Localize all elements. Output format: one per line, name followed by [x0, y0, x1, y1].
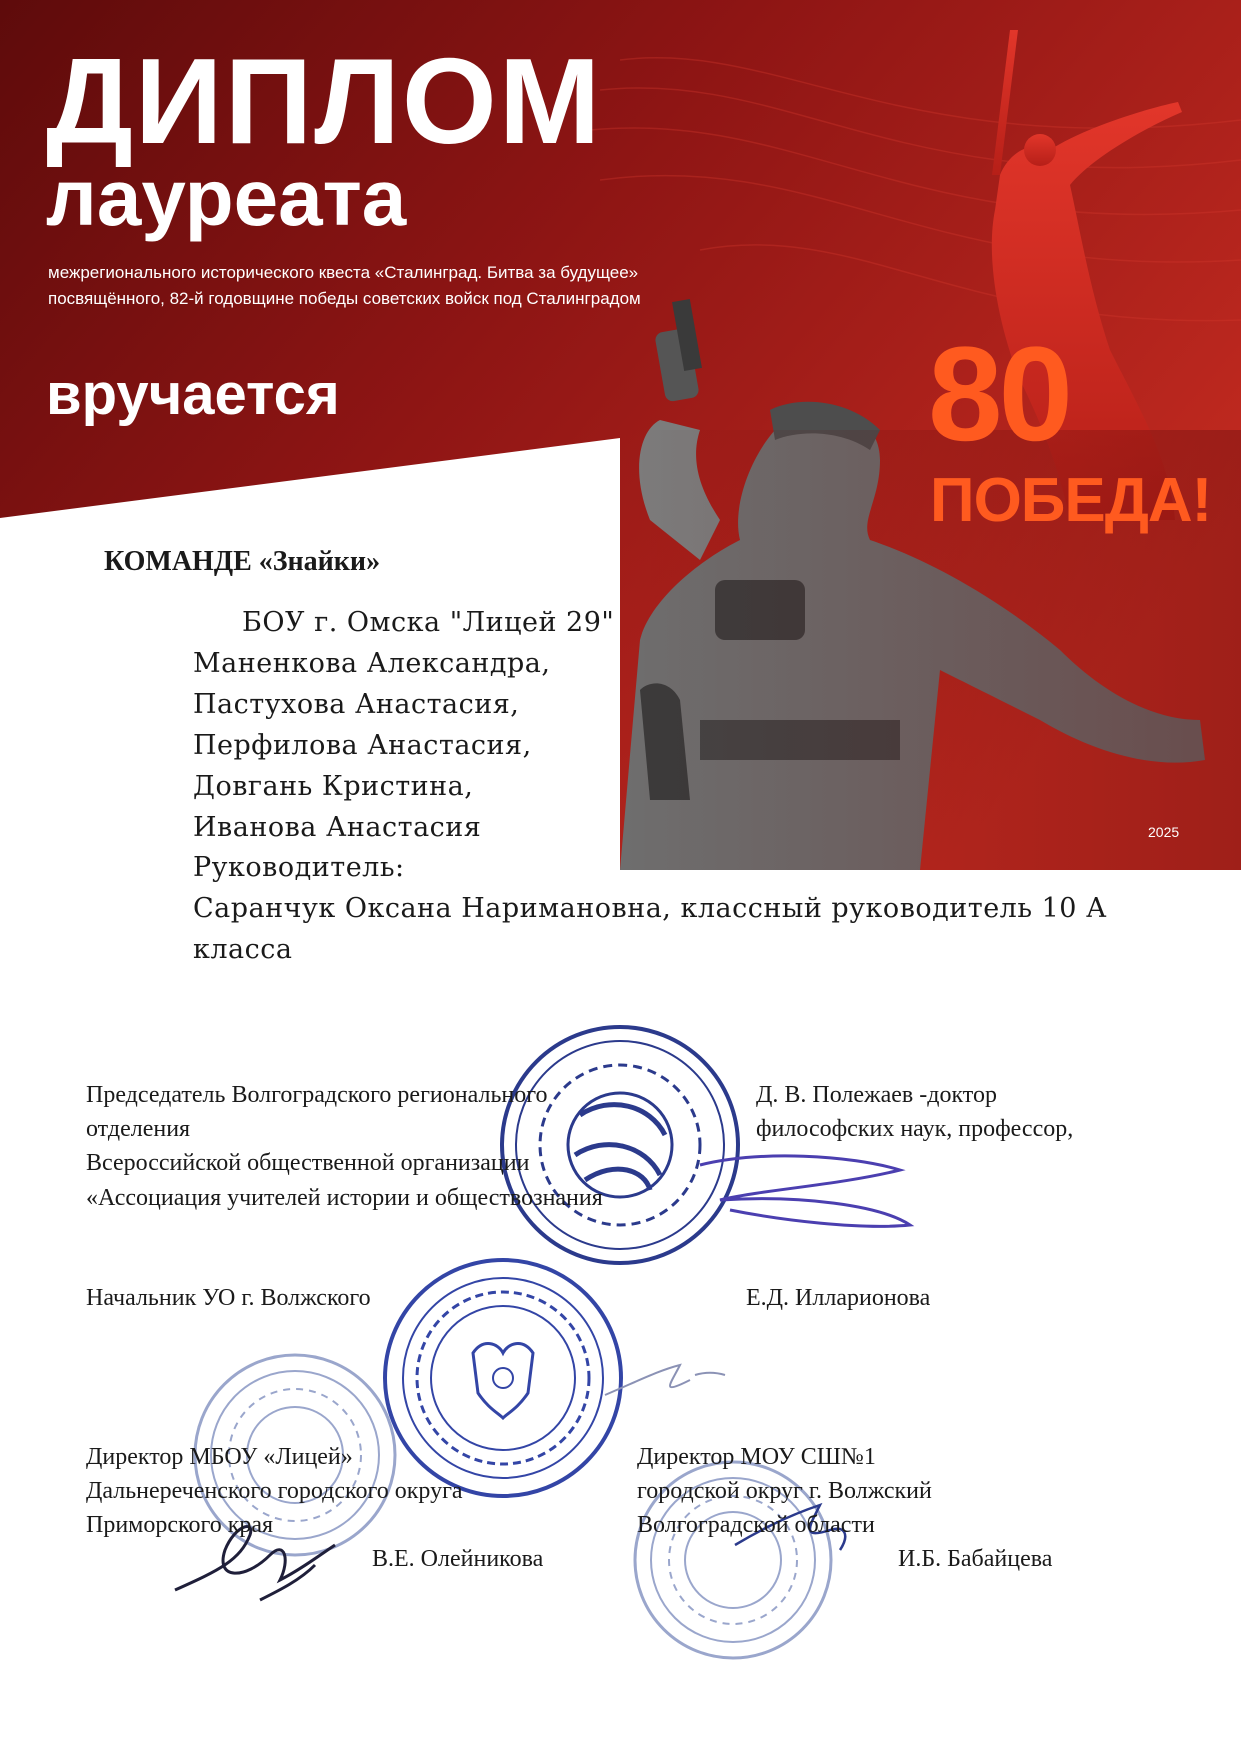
right-director-title-line2: городской округ г. Волжский	[637, 1478, 932, 1504]
chair-title-line4: «Ассоциация учителей истории и обществознания	[86, 1185, 603, 1211]
chair-title-line2: отделения	[86, 1116, 191, 1142]
leader-label: Руководитель:	[193, 852, 405, 883]
member-4: Довгань Кристина,	[193, 771, 474, 802]
team-name: КОМАНДЕ «Знайки»	[104, 546, 381, 577]
member-5: Иванова Анастасия	[193, 812, 482, 843]
head-uo-signature	[605, 1365, 725, 1395]
association-stamp	[502, 1027, 738, 1263]
leader-line2: класса	[193, 934, 293, 965]
left-director-title-line2: Дальнереченского городского округа	[86, 1478, 463, 1504]
ministry-stamp	[385, 1260, 621, 1496]
member-3: Перфилова Анастасия,	[193, 730, 532, 761]
head-uo-name: Е.Д. Илларионова	[746, 1285, 931, 1311]
chair-degree: философских наук, профессор,	[756, 1116, 1074, 1142]
member-2: Пастухова Анастасия,	[193, 689, 520, 720]
left-director-title-line3: Приморского края	[86, 1512, 274, 1538]
right-director-title-line1: Директор МОУ СШ№1	[637, 1444, 876, 1470]
anniversary-number: 80	[928, 320, 1070, 469]
event-description-line1: межрегионального исторического квеста «Сталинград. Битва за будущее»	[48, 263, 639, 282]
school-name: БОУ г. Омска "Лицей 29"	[242, 607, 615, 638]
member-1: Маненкова Александра,	[193, 648, 551, 679]
chair-title-line3: Всероссийской общественной организации	[86, 1150, 530, 1176]
diploma-title: ДИПЛОМ	[46, 33, 603, 169]
right-director-title-line3: Волгоградской области	[637, 1512, 875, 1538]
leader-line1: Саранчук Оксана Наримановна, классный руководитель 10 А	[193, 893, 1108, 924]
chair-name: Д. В. Полежаев -доктор	[756, 1082, 997, 1108]
event-description-line2: посвящённого, 82-й годовщине победы советских войск под Сталинградом	[48, 289, 641, 308]
awarded-label: вручается	[46, 362, 340, 427]
left-director-name: В.Е. Олейникова	[372, 1546, 544, 1572]
diploma-subtitle-laureate: лауреата	[46, 153, 407, 242]
right-director-name: И.Б. Бабайцева	[898, 1546, 1053, 1572]
chair-title-line1: Председатель Волгоградского регионального	[86, 1082, 548, 1108]
year-label: 2025	[1148, 824, 1180, 840]
head-uo-title: Начальник УО г. Волжского	[86, 1285, 371, 1311]
chair-signature	[700, 1156, 910, 1226]
left-director-title-line1: Директор МБОУ «Лицей»	[86, 1444, 353, 1470]
victory-text: ПОБЕДА!	[930, 466, 1212, 535]
